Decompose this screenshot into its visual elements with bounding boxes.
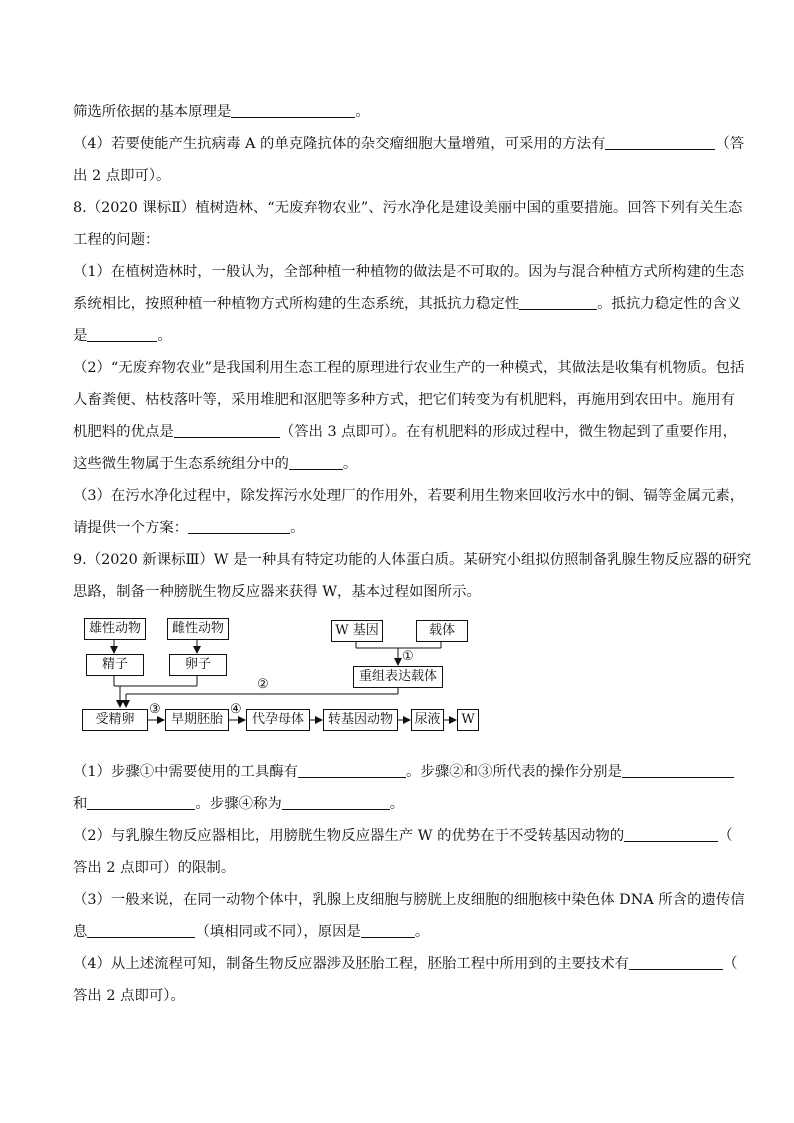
vector-box: 载体 [416,620,468,642]
answer-blank[interactable] [624,827,718,842]
answer-blank[interactable] [188,519,290,534]
text-line: （1）步骤①中需要使用的工具酶有 。步骤②和③所代表的操作分别是 [73,762,724,782]
w-product-box: W [457,709,479,731]
text-line: （4）若要使能产生抗病毒 A 的单克隆抗体的杂交瘤细胞大量增殖，可采用的方法有 （答 [73,136,745,152]
answer-blank[interactable] [361,923,415,938]
text-line: （1）在植树造林时，一般认为，全部种植一种植物的做法是不可取的。因为与混合种植方式所构建的生态 [73,264,745,280]
text-line: （2）“无废弃物农业”是我国利用生态工程的原理进行农业生产的一种模式，其做法是收集有机物质。包括 [73,360,745,376]
w-gene-box: W 基因 [331,620,383,642]
step-1-label: ① [402,649,414,664]
text-line: 息 （填相同或不同），原因是 。 [73,924,430,940]
transgenic-animal-box: 转基因动物 [323,709,398,731]
text-line: （3）在污水净化过程中，除发挥污水处理厂的作用外，若要利用生物来回收污水中的铜、镉等金属元素， [73,488,745,504]
answer-blank[interactable] [87,327,157,342]
text-line: 和 。步骤④称为 。 [73,796,405,812]
text-line: 答出 2 点即可）。 [73,988,185,1004]
text-line: 筛选所依据的基本原理是 。 [73,104,370,120]
text-line: 人畜粪便、枯枝落叶等，采用堆肥和沤肥等多种方式，把它们转变为有机肥料，再施用到农田中。施用有 [73,392,735,408]
question-8-heading: 8.（2020 课标Ⅱ）植树造林、“无废弃物农业”、污水净化是建设美丽中国的重要措施。回答下列有关生态 [73,200,743,216]
text-line: 工程的问题： [73,232,160,248]
text-line: 答出 2 点即可）的限制。 [73,860,236,876]
text-line: 机肥料的优点是 （答出 3 点即可）。在有机肥料的形成过程中，微生物起到了重要作用， [73,424,737,440]
recombinant-vector-box: 重组表达载体 [353,666,443,688]
answer-blank[interactable] [629,955,723,970]
answer-blank[interactable] [289,455,343,470]
egg-box: 卵子 [169,654,227,676]
step-4-label: ④ [230,702,242,717]
surrogate-mother-box: 代孕母体 [246,709,310,731]
answer-blank[interactable] [87,795,195,810]
answer-blank[interactable] [519,295,597,310]
female-animal-box: 雌性动物 [167,618,229,640]
sperm-box: 精子 [86,654,144,676]
answer-blank[interactable] [605,135,715,150]
text-line: 请提供一个方案： 。 [73,520,305,536]
step-2-label: ② [257,677,269,692]
answer-blank[interactable] [174,423,280,438]
answer-blank[interactable] [622,763,734,778]
text-line: 系统相比，按照种植一种植物方式所构建的生态系统，其抵抗力稳定性 。抵抗力稳定性的含义 [73,296,742,312]
text-line: （2）与乳腺生物反应器相比，用膀胱生物反应器生产 W 的优势在于不受转基因动物的 （ [73,828,733,844]
question-9-heading: 9.（2020 新课标Ⅲ）W 是一种具有特定功能的人体蛋白质。某研究小组拟仿照制备乳腺生物反应器的研究 [73,552,752,568]
answer-blank[interactable] [282,795,390,810]
text-line: 出 2 点即可）。 [73,168,171,184]
text-line: 这些微生物属于生态系统组分中的 。 [73,456,358,472]
answer-blank[interactable] [231,103,355,118]
text-line: （4）从上述流程可知，制备生物反应器涉及胚胎工程，胚胎工程中所用到的主要技术有 （ [73,956,738,972]
step-3-label: ③ [149,702,161,717]
text-line: （3）一般来说，在同一动物个体中，乳腺上皮细胞与膀胱上皮细胞的细胞核中染色体 DNA 所含的遗传信 [73,892,745,908]
male-animal-box: 雄性动物 [84,618,146,640]
early-embryo-box: 早期胚胎 [165,709,229,731]
answer-blank[interactable] [87,923,195,938]
urine-box: 尿液 [411,709,444,731]
answer-blank[interactable] [298,763,406,778]
text-line: 是 。 [73,328,172,344]
zygote-box: 受精卵 [82,709,148,731]
text-line: 思路，制备一种膀胱生物反应器来获得 W，基本过程如图所示。 [73,584,481,600]
